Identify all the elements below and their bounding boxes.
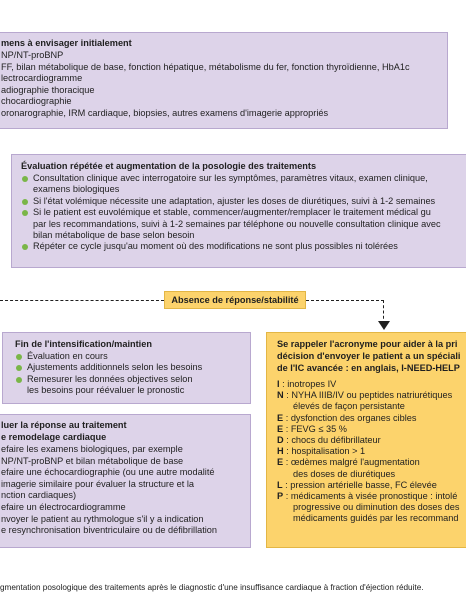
initial-exams-box (0, 32, 448, 129)
bullet-dot-icon (16, 377, 22, 383)
initial-exam-line: FF, bilan métabolique de base, fonction hépatique, métabolisme du fer, fonction thyroïdienne, HbA1c (1, 61, 410, 72)
initial-exam-line: oronarographie, IRM cardiaque, biopsies, autres examens d'imagerie appropriés (1, 107, 329, 118)
acronym-item: D : chocs du défibrillateur (277, 435, 381, 446)
acronym-item: I : inotropes IV (277, 379, 337, 389)
repeat-bullet: Si l'état volémique nécessite une adaptation, ajuster les doses de diurétiques, suivi à 1-2 semaines (21, 196, 466, 207)
acronym-item-cont: des doses de diurétiques (293, 468, 396, 479)
evaluate-line: efaire un électrocardiogramme (1, 501, 126, 512)
arrow-down-icon (378, 321, 390, 331)
bullet-dot-icon (22, 244, 28, 250)
acronym-item: L : pression artérielle basse, FC élevée (277, 479, 437, 490)
end-bullet: Ajustements additionnels selon les besoins (15, 362, 250, 373)
acronym-item-cont: progressive ou diminution des doses des (293, 502, 460, 513)
initial-exam-line: adiographie thoracique (1, 84, 95, 95)
repeat-bullet: Consultation clinique avec interrogatoire sur les symptômes, paramètres vitaux, examen clinique, examens biologiques (21, 173, 466, 196)
bullet-dot-icon (16, 365, 22, 371)
evaluate-response-title: e remodelage cardiaque (1, 432, 107, 442)
acronym-item: E : FEVG ≤ 35 % (277, 423, 347, 434)
evaluate-line: nction cardiaques) (1, 490, 77, 501)
acronym-item-cont: médicaments guidés par les recommand (293, 513, 459, 524)
bullet-dot-icon (22, 210, 28, 216)
initial-exam-line: chocardiographie (1, 96, 72, 107)
acronym-title: Se rappeler l'acronyme pour aider à la pri (277, 339, 458, 349)
evaluate-line: efaire les examens biologiques, par exemple (1, 444, 183, 454)
evaluate-response-box (0, 414, 251, 548)
connector-dashed-line-right (306, 300, 384, 301)
initial-exams-title: mens à envisager initialement (1, 38, 132, 48)
evaluate-line: efaire une échocardiographie (ou une autre modalité (1, 467, 215, 478)
acronym-box (266, 332, 466, 548)
initial-exam-line: NP/NT-proBNP (1, 50, 64, 60)
bullet-dot-icon (22, 176, 28, 182)
acronym-title: décision d'envoyer le patient a un spéciali (277, 351, 461, 361)
no-response-label-box (164, 291, 306, 309)
no-response-label: Absence de réponse/stabilité (171, 295, 299, 305)
repeat-bullet: Si le patient est euvolémique et stable, commencer/augmenter/remplacer le traitement médical gu par les recommandations, suivi à 1-2 semaines par téléphone ou nouvelle consultation clinique avec bilan métabolique de base selon besoin (21, 207, 466, 241)
bullet-dot-icon (16, 354, 22, 360)
acronym-item: E : œdèmes malgré l'augmentation (277, 457, 420, 468)
acronym-title: de l'IC avancée : en anglais, I-NEED-HELP (277, 363, 460, 373)
acronym-item-cont: élevés de façon persistante (293, 401, 405, 412)
figure-caption: gmentation posologique des traitements après le diagnostic d'une insuffisance cardiaque à fraction d'éjection réduite. (0, 583, 424, 592)
evaluate-line: imagerie similaire pour évaluer la structure et la (1, 478, 195, 489)
acronym-item: P : médicaments à visée pronostique : intolé (277, 491, 458, 502)
acronym-item: H : hospitalisation > 1 (277, 446, 366, 457)
end-bullet: Évaluation en cours (15, 351, 250, 362)
bullet-dot-icon (22, 199, 28, 205)
evaluate-line: nvoyer le patient au rythmologue s'il y a indication (1, 513, 204, 524)
end-intensification-title: Fin de l'intensification/maintien (15, 339, 152, 349)
repeat-bullet: Répéter ce cycle jusqu'au moment où des modifications ne sont plus possibles ni tolérées (21, 241, 466, 252)
initial-exam-line: lectrocardiogramme (1, 73, 83, 84)
repeat-evaluation-title: Évaluation répétée et augmentation de la posologie des traitements (21, 161, 317, 171)
evaluate-response-title: luer la réponse au traitement (1, 420, 127, 430)
evaluate-line: NP/NT-proBNP et bilan métabolique de base (1, 455, 184, 466)
end-intensification-box (2, 332, 251, 404)
acronym-item: N : NYHA IIIB/IV ou peptides natriurétiques (277, 390, 453, 401)
connector-dashed-line-left (0, 300, 164, 301)
repeat-evaluation-box (11, 154, 466, 268)
acronym-item: E : dysfonction des organes cibles (277, 412, 417, 423)
end-bullet: Remesurer les données objectives selon les besoins pour réévaluer le pronostic (15, 374, 250, 397)
evaluate-line: e resynchronisation biventriculaire ou de défibrillation (1, 525, 218, 536)
